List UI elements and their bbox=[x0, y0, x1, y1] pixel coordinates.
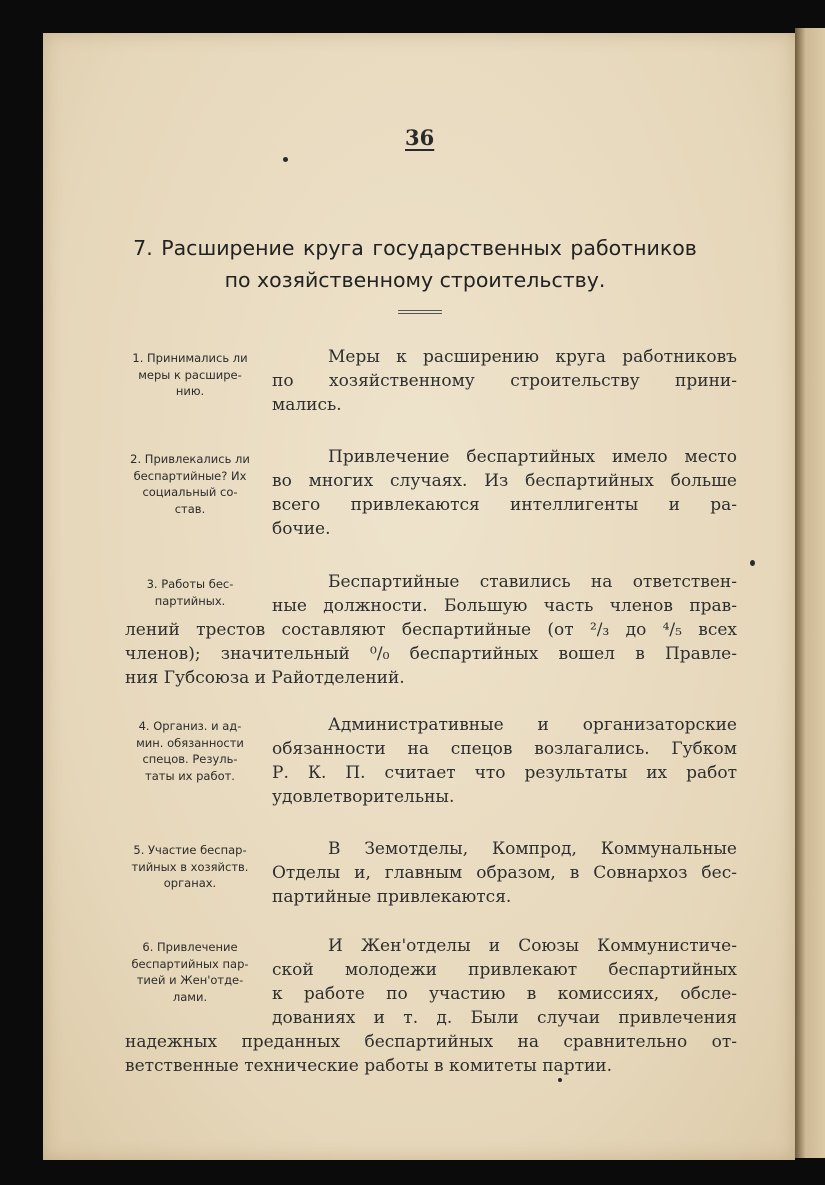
margin-note-3: 3. Работы бес- партийных. bbox=[146, 577, 234, 608]
margin-note-4: 4. Организ. и ад- мин. обязанности спецов. Резуль- таты их работ. bbox=[136, 719, 244, 783]
margin-note-1: 1. Принимались ли меры к расшире- нию. bbox=[132, 351, 248, 398]
margin-note-2: 2. Привлекались ли беспартийные? Их социальный со- став. bbox=[130, 452, 250, 516]
paragraph-4: Административные и организаторские обязанности на спецов возлагались. Губком Р. К. П. считает что результаты их работ удовлетворительны. bbox=[272, 715, 737, 807]
title-line-2: по хозяйственному строительству. bbox=[224, 268, 606, 292]
ink-speck bbox=[283, 157, 288, 162]
paragraph-6: И Жен'отделы и Союзы Коммунистиче- ской молодежи привлекают беспартийных к работе по участию в комиссиях, обсле- дованиях и т. д. Были случаи привлечения bbox=[272, 936, 737, 1028]
paragraph-6-continued: надежных преданных беспартийных на сравнительно от- ветственные технические работы в комитеты партии. bbox=[125, 1032, 737, 1076]
adjacent-page-edge bbox=[795, 28, 825, 1158]
paragraph-1: Меры к расширению круга работниковъ по хозяйственному строительству прини- мались. bbox=[272, 347, 737, 415]
margin-note-5: 5. Участие беспар- тийных в хозяйств. органах. bbox=[131, 843, 249, 890]
margin-note-6: 6. Привлечение беспартийных пар- тией и Жен'отде- лами. bbox=[131, 940, 249, 1004]
paragraph-5: В Земотделы, Компрод, Коммунальные Отделы и, главным образом, в Совнархоз бес- партийные привлекаются. bbox=[272, 839, 737, 907]
paragraph-3-continued: лений трестов составляют беспартийные (от ²/₃ до ⁴/₅ всех членов); значительный ⁰/₀ беспартийных вошел в Правле- ния Губсоюза и Райотделений. bbox=[125, 620, 737, 688]
paragraph-3: Беспартийные ставились на ответствен- ные должности. Большую часть членов прав- bbox=[272, 572, 737, 616]
section-title bbox=[70, 232, 760, 296]
paragraph-2: Привлечение беспартийных имело место во многих случаях. Из беспартийных больше всего привлекаются интеллигенты и ра- бочие. bbox=[272, 447, 737, 539]
ink-speck bbox=[750, 560, 755, 566]
title-divider bbox=[398, 310, 442, 314]
page-number: 36 bbox=[405, 125, 435, 150]
ink-speck bbox=[558, 1078, 562, 1082]
title-line-1: 7. Расширение круга государственных работников bbox=[133, 236, 697, 260]
